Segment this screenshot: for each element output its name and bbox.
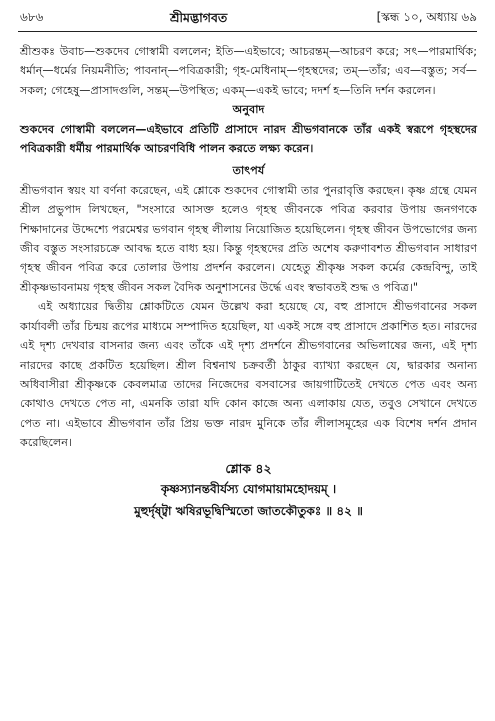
verse-line-1: কৃষ্ণস্যানন্তবীর্যস্য যোগমায়ামহোদয়ম্ । xyxy=(160,481,337,496)
synonyms-paragraph: শ্রীশুকঃ উবাচ—শুকদেব গোস্বামী বললেন; ইতি—এইভাবে; আচরন্তম্—আচরণ করে; সৎ—পারমার্থিক; ধর্মান্—ধর্মের নিয়মনীতি; পাবনান্—পবিত্রকারী; গৃহ-মেধিনাম্—গৃহস্থদের; তম্—তাঁর; এব—বস্তুত; সর্ব—সকল; গেহেষু—প্রাসাদগুলি, সন্তম্—উপস্থিত; একম্—একই ভাবে; দদর্শ হ—তিনি দর্শন করলেন। xyxy=(20,45,477,97)
header-rule xyxy=(18,31,477,32)
purport-paragraph-1: শ্রীভগবান স্বয়ং যা বর্ণনা করেছেন, এই শ্লোকে শুকদেব গোস্বামী তার পুনরাবৃত্তি করছেন। কৃষ্ণ গ্রন্থে যেমন শ্রীল প্রভুপাদ লিখছেন, "সংসারে আসক্ত হলেও গৃহস্থ জীবনকে পবিত্র করবার উপায় জনগণকে শিক্ষাদানের উদ্দেশ্যে পরমেশ্বর ভগবান গৃহস্থ লীলায় নিয়োজিত হয়েছিলেন। গৃহস্থ জীবন উপভোগের জন্য জীব বস্তুত সংসারচক্রে আবদ্ধ হতে বাধ্য হয়। কিন্তু গৃহস্থদের প্রতি অশেষ করুণাবশত শ্রীভগবান সাধারণ গৃহস্থ জীবন পবিত্র করে তোলার উপায় প্রদর্শন করলেন। যেহেতু শ্রীকৃষ্ণ সকল কর্মের কেন্দ্রবিন্দু, তাই শ্রীকৃষ্ণভাবনাময় গৃহস্থ জীবন সকল বৈদিক অনুশাসনের উর্দ্ধে এবং স্বভাবতই শুদ্ধ ও পবিত্র।" xyxy=(20,183,477,294)
translation-paragraph: শুকদেব গোস্বামী বললেন—এইভাবে প্রতিটি প্রাসাদে নারদ শ্রীভগবানকে তাঁর একই স্বরূপে গৃহস্থদের পবিত্রকারী ধর্মীয় পারমার্থিক আচরণবিধি পালন করতে লক্ষ্য করেন। xyxy=(20,122,477,156)
purport-paragraph-2: এই অধ্যায়ের দ্বিতীয় শ্লোকটিতে যেমন উল্লেখ করা হয়েছে যে, বহু প্রাসাদে শ্রীভগবানের সকল কার্যাবলী তাঁর চিন্ময় রূপের মাধ্যমে সম্পাদিত হয়েছিল, যা একই সঙ্গে বহু প্রাসাদে প্রকাশিত হত। নারদের এই দৃশ্য দেখবার বাসনার জন্য এবং তাঁকে এই দৃশ্য প্রদর্শনে শ্রীভগবানের অভিলাষের জন্য, এই দৃশ্য নারদের কাছে প্রকটিত হয়েছিল। শ্রীল বিশ্বনাথ চক্রবর্তী ঠাকুর ব্যাখ্যা করছেন যে, দ্বারকার অনান্য অধিবাসীরা শ্রীকৃষ্ণকে কেবলমাত্র তাদের নিজেদের বসবাসের জায়গাটিতেই দেখতে পেত এবং অন্য কোথাও দেখতে পেত না, এমনকি তারা যদি কোন কাজে অন্য এলাকায় যেত, তবুও সেখানে দেখতে পেত না। এইভাবে শ্রীভগবান তাঁর প্রিয় ভক্ত নারদ মুনিকে তাঁর লীলাসমূহের এক বিশেষ দর্শন প্রদান করেছিলেন। xyxy=(20,300,477,450)
purport-heading: তাৎপর্য xyxy=(232,164,265,178)
chapter-reference: [স্কন্ধ ১০, অধ্যায় ৬৯ xyxy=(376,10,477,24)
verse-line-2: মুহুর্দৃষ্ট্বা ঋষিরভূদ্বিস্মিতো জাতকৌতুকঃ ॥ ৪২ ॥ xyxy=(134,503,363,518)
page-number: ৬৮৬ xyxy=(20,10,44,24)
verse-text xyxy=(20,478,477,522)
page-content xyxy=(20,42,477,715)
page-header xyxy=(20,8,477,30)
translation-heading: অনুবাদ xyxy=(232,103,265,117)
book-title: শ্রীমদ্ভাগবত xyxy=(170,10,228,25)
verse-heading: শ্লোক ৪২ xyxy=(225,460,272,476)
